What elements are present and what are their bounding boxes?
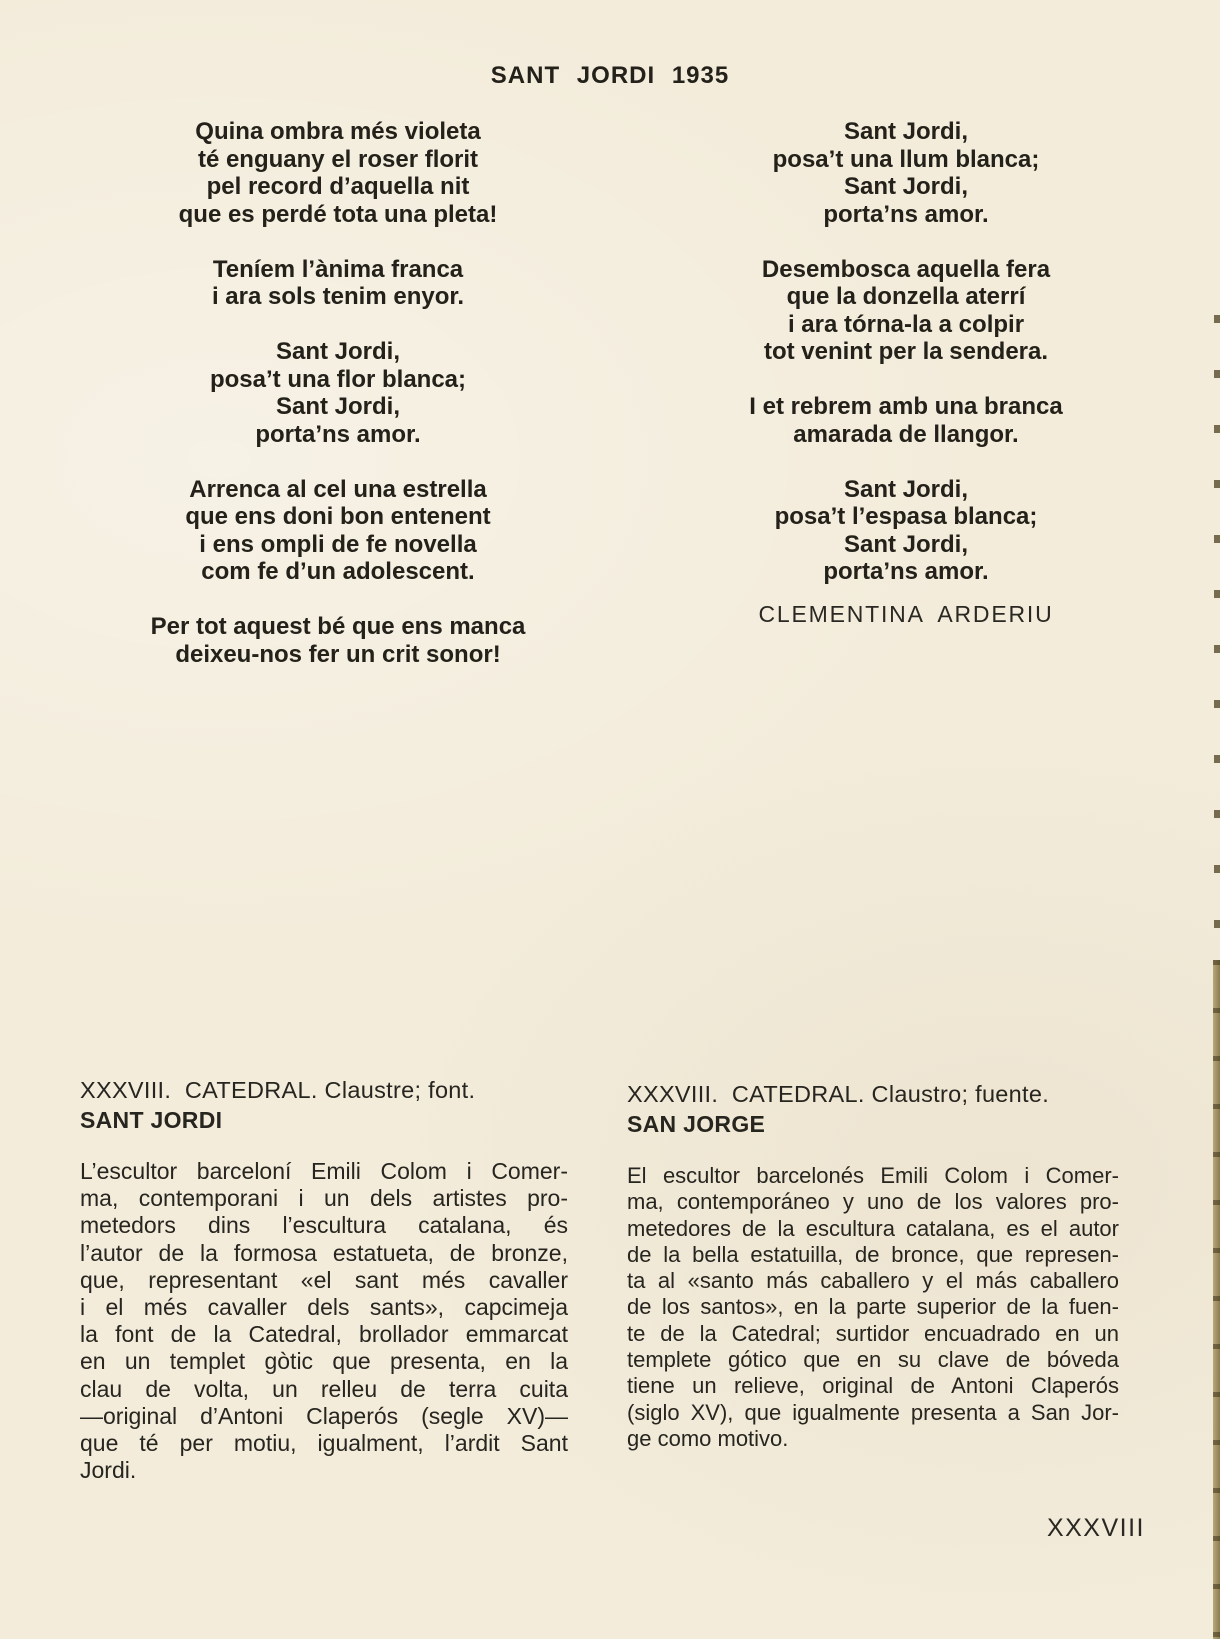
- poem-line: Arrenca al cel una estrella: [189, 475, 487, 503]
- poem-line: posa’t una llum blanca;: [772, 145, 1040, 173]
- poem-line: Sant Jordi,: [843, 173, 969, 200]
- caption-number-catalan: XXXVIII. CATEDRAL. Claustre; font.: [80, 1077, 476, 1103]
- poem-line: i ens ompli de fe novella: [199, 530, 477, 558]
- body-line: metedors dins l’escultura catalana, és: [80, 1212, 568, 1239]
- poem-line: pel record d’aquella nit: [206, 173, 470, 200]
- caption-title-spanish: SAN JORGE: [627, 1111, 766, 1137]
- poem-author: CLEMENTINA ARDERIU: [758, 601, 1054, 627]
- body-line: L’escultor barceloní Emili Colom i Comer-: [80, 1158, 568, 1184]
- poem-line: Sant Jordi,: [275, 338, 401, 365]
- body-line: (siglo XV), que igualmente presenta a San Jor-: [627, 1399, 1119, 1425]
- body-line: que, representant «el sant més cavaller: [80, 1266, 568, 1293]
- page-edge-marks: [1214, 268, 1220, 960]
- body-line: El escultor barcelonés Emili Colom i Comer-: [627, 1163, 1119, 1188]
- poem-column-right: [656, 118, 1156, 613]
- body-line: ma, contemporáneo y uno de los valores pro-: [627, 1189, 1119, 1215]
- poem-line: posa’t una flor blanca;: [209, 365, 467, 393]
- poem-line: Quina ombra més violeta: [195, 118, 481, 145]
- poem-line: com fe d’un adolescent.: [201, 558, 475, 585]
- body-line: templete gótico que en su clave de bóveda: [627, 1347, 1119, 1373]
- body-line: te de la Catedral; surtidor encuadrado en un: [627, 1320, 1119, 1346]
- body-line: l’autor de la formosa estatueta, de bronze,: [80, 1239, 568, 1266]
- body-line: ta al «santo más caballero y el más caballero: [627, 1268, 1119, 1294]
- page-title: SANT JORDI 1935: [490, 62, 730, 89]
- poem-line: Sant Jordi,: [843, 118, 969, 145]
- caption-number-spanish: XXXVIII. CATEDRAL. Claustro; fuente.: [627, 1081, 1050, 1107]
- poem-line: que ens doni bon entenent: [185, 503, 491, 530]
- body-line: i el més cavaller dels sants», capcimeja: [80, 1294, 568, 1321]
- poem-column-left: [88, 118, 588, 696]
- body-line: en un templet gòtic que presenta, en la: [80, 1348, 568, 1375]
- stanza-left-5: [88, 613, 588, 668]
- poem-line: Sant Jordi,: [843, 530, 969, 558]
- body-line: tiene un relieve, original de Antoni Claperós: [627, 1373, 1119, 1399]
- body-line: clau de volta, un relleu de terra cuita: [80, 1375, 568, 1402]
- poem-line: i ara tórna-la a colpir: [787, 310, 1025, 338]
- stanza-left-4: [88, 476, 588, 586]
- page-number: XXXVIII: [1046, 1514, 1145, 1542]
- page-edge-strip: [1213, 960, 1220, 1639]
- body-line: que té per motiu, igualment, l’ardit Sant: [80, 1430, 568, 1457]
- poem-line: porta’ns amor.: [823, 558, 989, 585]
- poem-line: que la donzella aterrí: [786, 283, 1026, 310]
- stanza-right-4: [656, 476, 1156, 586]
- poem-line: I et rebrem amb una branca: [749, 393, 1063, 420]
- poem-line: posa’t l’espasa blanca;: [774, 503, 1038, 530]
- poem-line: amarada de llangor.: [793, 420, 1019, 448]
- stanza-right-3: [656, 393, 1156, 448]
- poem-line: tot venint per la sendera.: [763, 338, 1049, 365]
- stanza-left-3: [88, 338, 588, 448]
- body-line: de los santos», en la parte superior de la fuen-: [627, 1294, 1119, 1320]
- poem-line: porta’ns amor.: [823, 200, 989, 228]
- poem-line: que es perdé tota una pleta!: [178, 200, 498, 228]
- caption-title-catalan: SANT JORDI: [80, 1107, 223, 1133]
- body-text-spanish: [627, 1163, 1119, 1452]
- body-line: ma, contemporani i un dels artistes pro-: [80, 1185, 568, 1212]
- stanza-left-2: [88, 256, 588, 311]
- body-text-catalan: [80, 1158, 568, 1484]
- caption-column-catalan: [80, 1076, 568, 1484]
- body-line: la font de la Catedral, brollador emmarcat: [80, 1321, 568, 1348]
- poem-line: Desembosca aquella fera: [761, 255, 1051, 283]
- body-line: de la bella estatuilla, de bronce, que represen-: [627, 1241, 1119, 1267]
- stanza-right-2: [656, 256, 1156, 366]
- body-line: —original d’Antoni Claperós (segle XV)—: [80, 1402, 568, 1429]
- poem-line: Sant Jordi,: [843, 475, 969, 503]
- poem-line: Per tot aquest bé que ens manca: [150, 613, 526, 640]
- body-line: ge como motivo.: [627, 1425, 789, 1451]
- poem-line: té enguany el roser florit: [197, 145, 479, 173]
- poem-line: i ara sols tenim enyor.: [211, 283, 465, 310]
- poem-line: deixeu-nos fer un crit sonor!: [175, 640, 501, 668]
- stanza-right-1: [656, 118, 1156, 228]
- caption-column-spanish: [627, 1080, 1119, 1452]
- poem-line: porta’ns amor.: [255, 420, 421, 448]
- stanza-left-1: [88, 118, 588, 228]
- body-line: metedores de la escultura catalana, es el autor: [627, 1215, 1119, 1241]
- poem-line: Sant Jordi,: [275, 393, 401, 420]
- poem-line: Teníem l’ànima franca: [212, 255, 464, 283]
- body-line: Jordi.: [80, 1457, 137, 1484]
